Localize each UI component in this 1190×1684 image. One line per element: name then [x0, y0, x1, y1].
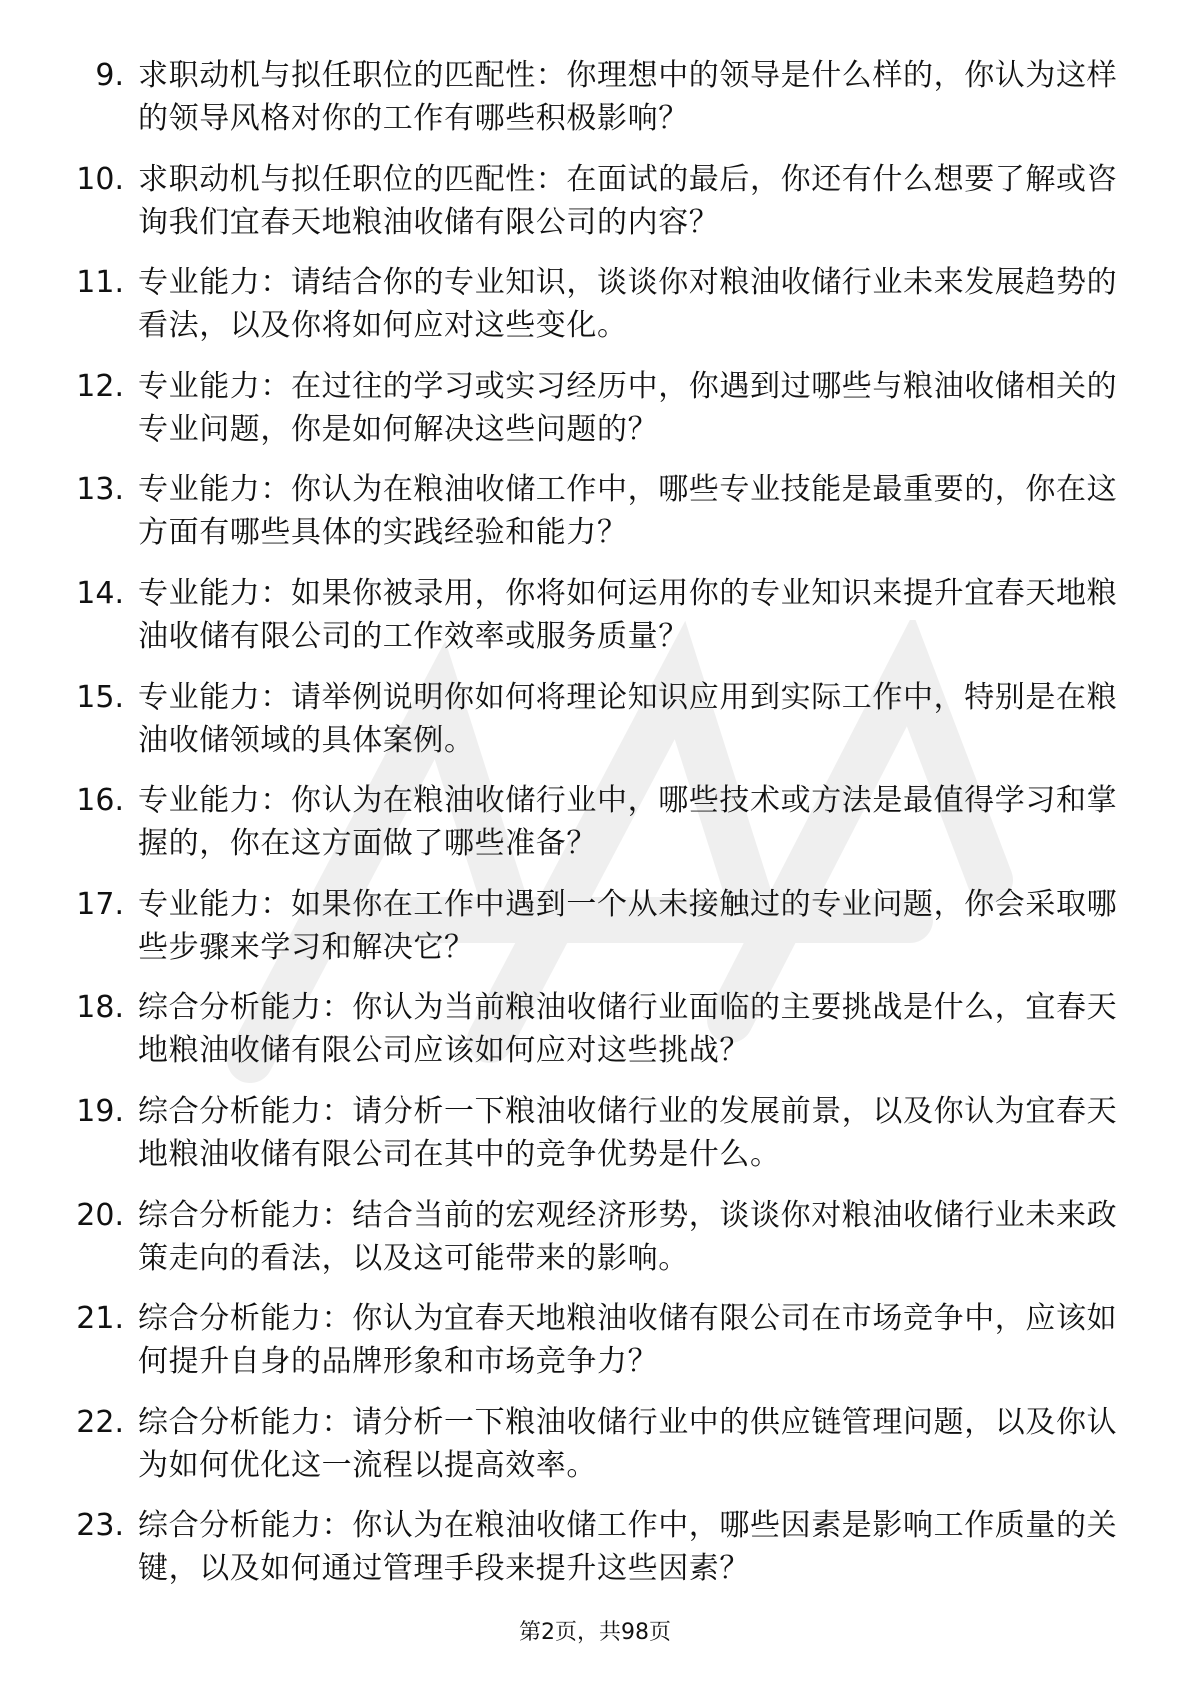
question-text: 综合分析能力：你认为当前粮油收储行业面临的主要挑战是什么，宜春天地粮油收储有限公司应该如何应对这些挑战？	[138, 990, 1118, 1069]
question-text: 专业能力：请举例说明你如何将理论知识应用到实际工作中，特别是在粮油收储领域的具体案例。	[138, 679, 1118, 758]
question-number: 18.	[76, 990, 124, 1026]
question-text: 综合分析能力：你认为宜春天地粮油收储有限公司在市场竞争中，应该如何提升自身的品牌形象和市场竞争力？	[138, 1301, 1118, 1380]
list-item	[62, 1504, 1122, 1590]
question-number: 23.	[76, 1508, 124, 1544]
list-item	[62, 365, 1122, 451]
question-number: 11.	[76, 265, 124, 301]
question-number: 13.	[76, 472, 124, 508]
question-text: 综合分析能力：结合当前的宏观经济形势，谈谈你对粮油收储行业未来政策走向的看法，以及这可能带来的影响。	[138, 1197, 1118, 1276]
question-text: 专业能力：如果你在工作中遇到一个从未接触过的专业问题，你会采取哪些步骤来学习和解决它？	[138, 886, 1118, 965]
list-item	[62, 1194, 1122, 1280]
question-text: 综合分析能力：请分析一下粮油收储行业中的供应链管理问题，以及你认为如何优化这一流程以提高效率。	[138, 1404, 1118, 1483]
question-number: 12.	[76, 368, 124, 404]
question-number: 15.	[76, 679, 124, 715]
question-text: 专业能力：你认为在粮油收储行业中，哪些技术或方法是最值得学习和掌握的，你在这方面做了哪些准备？	[138, 783, 1118, 862]
question-text: 综合分析能力：请分析一下粮油收储行业的发展前景，以及你认为宜春天地粮油收储有限公司在其中的竞争优势是什么。	[138, 1093, 1118, 1172]
question-number: 19.	[76, 1093, 124, 1129]
question-text: 求职动机与拟任职位的匹配性：在面试的最后，你还有什么想要了解或咨询我们宜春天地粮油收储有限公司的内容？	[138, 161, 1118, 240]
question-number: 21.	[76, 1301, 124, 1337]
question-number: 20.	[76, 1197, 124, 1233]
question-number: 17.	[76, 886, 124, 922]
page-indicator: 第2页，共98页	[519, 1620, 671, 1645]
list-item	[62, 1090, 1122, 1176]
list-item	[62, 1297, 1122, 1383]
list-item	[62, 572, 1122, 658]
list-item	[62, 468, 1122, 554]
question-text: 专业能力：你认为在粮油收储工作中，哪些专业技能是最重要的，你在这方面有哪些具体的实践经验和能力？	[138, 472, 1118, 551]
question-text: 专业能力：在过往的学习或实习经历中，你遇到过哪些与粮油收储相关的专业问题，你是如何解决这些问题的？	[138, 368, 1118, 447]
list-item	[62, 54, 1122, 140]
question-text: 专业能力：如果你被录用，你将如何运用你的专业知识来提升宜春天地粮油收储有限公司的工作效率或服务质量？	[138, 575, 1118, 654]
question-text: 综合分析能力：你认为在粮油收储工作中，哪些因素是影响工作质量的关键，以及如何通过管理手段来提升这些因素？	[138, 1508, 1118, 1587]
list-item	[62, 986, 1122, 1072]
question-number: 22.	[76, 1404, 124, 1440]
question-text: 专业能力：请结合你的专业知识，谈谈你对粮油收储行业未来发展趋势的看法，以及你将如何应对这些变化。	[138, 265, 1118, 344]
list-item	[62, 676, 1122, 762]
list-item	[62, 158, 1122, 244]
list-item	[62, 1401, 1122, 1487]
question-number: 9.	[95, 58, 124, 93]
question-number: 10.	[76, 161, 124, 197]
question-number: 16.	[76, 783, 124, 819]
question-list	[62, 54, 1122, 1608]
list-item	[62, 883, 1122, 969]
list-item	[62, 261, 1122, 347]
question-text: 求职动机与拟任职位的匹配性：你理想中的领导是什么样的，你认为这样的领导风格对你的工作有哪些积极影响？	[138, 58, 1118, 136]
question-number: 14.	[76, 575, 124, 611]
list-item	[62, 779, 1122, 865]
